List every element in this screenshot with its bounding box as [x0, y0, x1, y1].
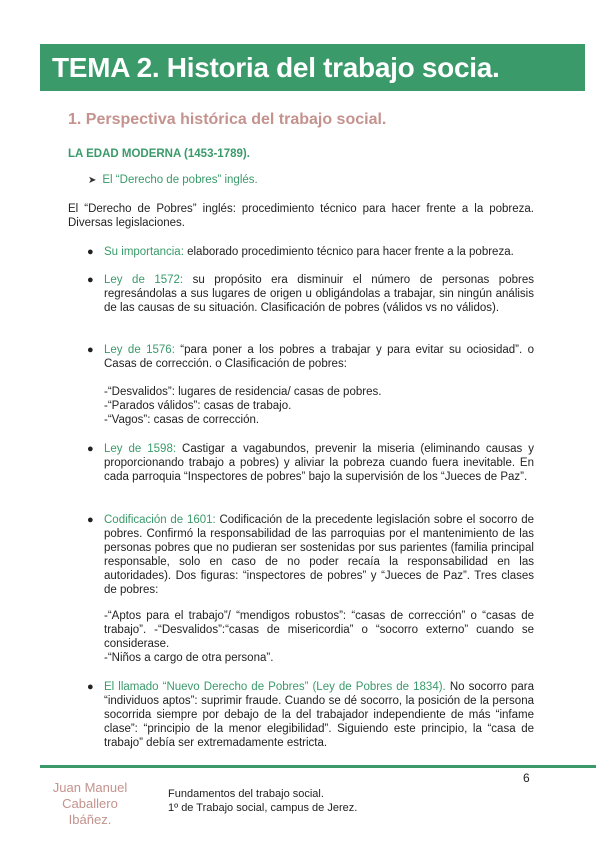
sub-list: [104, 385, 534, 427]
author-line: Juan Manuel: [52, 780, 128, 795]
item-label: Ley de 1572:: [104, 274, 184, 286]
author-line: Ibáñez.: [68, 812, 112, 827]
subpoint-text: El “Derecho de pobres” inglés.: [102, 174, 258, 186]
footer-course-info: [168, 787, 357, 815]
course-name: Fundamentos del trabajo social.: [168, 788, 324, 800]
list-item: [87, 442, 534, 484]
intro-paragraph: El “Derecho de Pobres” inglés: procedimiento técnico para hacer frente a la pobreza. Diversas legislaciones.: [68, 203, 534, 229]
list-item: [87, 273, 534, 315]
sub-list-item: -“Desvalidos”: lugares de residencia/ casas de pobres.: [104, 386, 382, 398]
sub-list-item: -“Parados válidos”: casas de trabajo.: [104, 400, 292, 412]
list-item: [87, 343, 534, 371]
author-line: Caballero: [62, 796, 118, 811]
sub-list: [104, 609, 534, 665]
item-text: Castigar a vagabundos, prevenir la miseria (eliminando causas y proporcionando trabajo a pobres) y aliviar la pobreza cuando fuera inevitable. En cada parroquia “Inspectores de pobres” bajo la supervisión de los “Jueces de Paz”.: [104, 443, 534, 483]
author-name: [40, 780, 140, 828]
campus-name: 1º de Trabajo social, campus de Jerez.: [168, 802, 358, 814]
arrow-bullet-icon: ➤: [88, 175, 97, 186]
item-text: “para poner a los pobres a trabajar y para evitar su ociosidad”. o Casas de corrección. o Clasificación de pobres:: [104, 344, 534, 370]
page-title: TEMA 2. Historia del trabajo socia.: [52, 51, 500, 83]
bullet-dot-icon: ●: [87, 246, 94, 258]
item-paragraph: [87, 343, 534, 371]
item-label: El llamado “Nuevo Derecho de Pobres” (Ley de Pobres de 1834).: [104, 681, 446, 693]
item-label: Codificación de 1601:: [104, 514, 216, 526]
footer-divider: [40, 765, 596, 768]
section-title: 1. Perspectiva histórica del trabajo social.: [68, 111, 387, 128]
list-item: [87, 513, 534, 597]
bullet-dot-icon: ●: [87, 443, 94, 455]
subpoint: [88, 174, 258, 186]
bullet-dot-icon: ●: [87, 681, 94, 693]
era-title: LA EDAD MODERNA (1453-1789).: [68, 148, 250, 160]
sub-list-item: -“Aptos para el trabajo”/ “mendigos robustos”: “casas de corrección” o “casas de trabajo”. -“Desvalidos”:“casas de misericordia” o “socorro externo” cuando se considerase.: [104, 610, 534, 650]
item-label: Ley de 1576:: [104, 344, 175, 356]
item-text: Codificación de la precedente legislación sobre el socorro de pobres. Confirmó la responsabilidad de las parroquias por el mantenimiento de las personas pobres que no pudieran ser sostenidas por sus parientes (familia principal responsable, solo en caso de no poder recaía la responsabilidad en las autoridades). Dos figuras: “inspectores de pobres” y “Jueces de Paz”. Tres clases de pobres:: [104, 514, 534, 596]
item-label: Ley de 1598:: [104, 443, 177, 455]
item-text: elaborado procedimiento técnico para hacer frente a la pobreza.: [183, 246, 514, 258]
bullet-dot-icon: ●: [87, 514, 94, 526]
sub-list-item: -“Vagos”: casas de corrección.: [104, 414, 260, 426]
bullet-dot-icon: ●: [87, 344, 94, 356]
list-item: [87, 245, 534, 259]
item-text: No socorro para “individuos aptos”: suprimir fraude. Cuando se dé socorro, la posición de la persona socorrida siempre por debajo de la del trabajador independiente de más “infame clase”: “principio de la menor elegibilidad”. Siguiendo este principio, la “casa de trabajo” debía ser extremadamente estricta.: [104, 681, 535, 749]
sub-list-item: -“Niños a cargo de otra persona”.: [104, 652, 274, 664]
item-label: Su importancia:: [104, 246, 184, 258]
bullet-dot-icon: ●: [87, 274, 94, 286]
list-item: [87, 680, 535, 750]
header-banner: [40, 44, 585, 91]
page-number: 6: [523, 771, 530, 785]
item-text: su propósito era disminuir el número de personas pobres regresándolas a sus lugares de origen u obligándolas a trabajar, sin ningún análisis de las causas de su situación. Clasificación de pobres (válidos vs no válidos).: [104, 274, 534, 314]
